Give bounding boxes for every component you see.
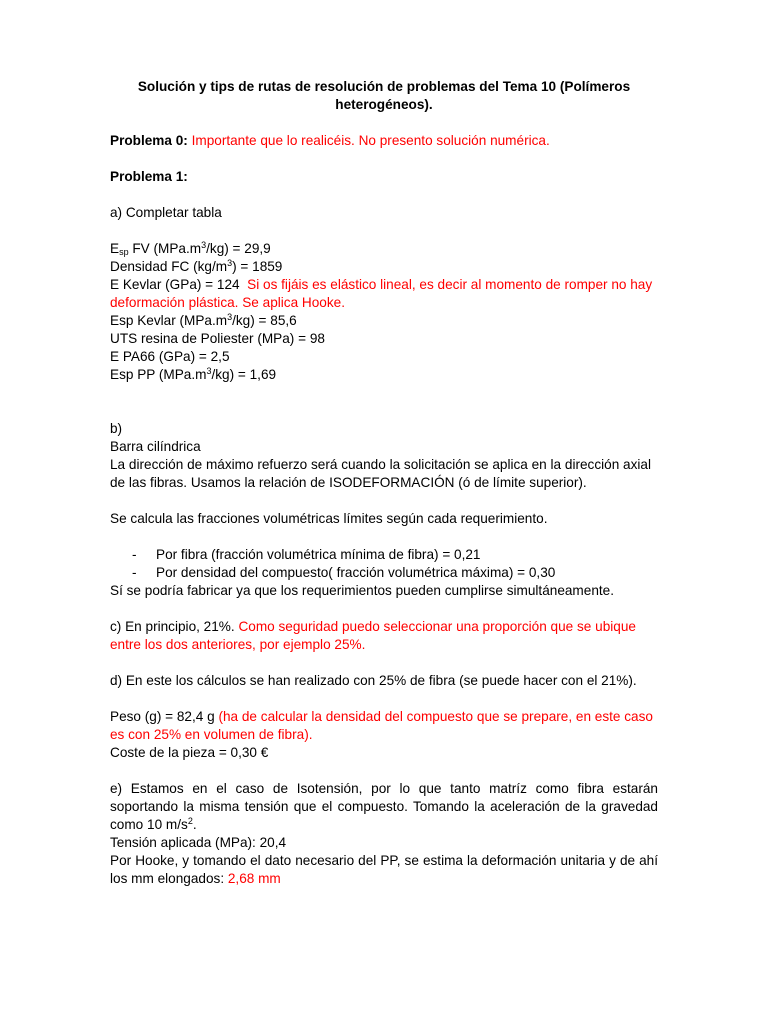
e-pa66-line: E PA66 (GPa) = 2,5 bbox=[110, 349, 230, 364]
e-kevlar-note: Si os fijáis es elástico lineal, es decir al momento de romper no hay deformación plástica. Se aplica Hooke. bbox=[110, 277, 653, 310]
section-c-note: Como seguridad puedo seleccionar una proporción que se ubique entre los dos anteriores, por ejemplo 25%. bbox=[110, 619, 636, 652]
document-page bbox=[110, 78, 658, 888]
esp-kevlar-line: Esp Kevlar $(MPa.m^3/kg) = 85,6$ bbox=[110, 312, 297, 328]
section-c: c) En principio, 21%. Como seguridad puedo seleccionar una proporción que se ubique entre los dos anteriores, por ejemplo 25%. bbox=[110, 619, 636, 652]
section-a-heading: a) Completar tabla bbox=[110, 205, 222, 220]
problem-0-note: Importante que lo realicéis. No presento solución numérica. bbox=[191, 133, 550, 148]
document-title: Solución y tips de rutas de resolución de problemas del Tema 10 (Polímeros heterogéneos). bbox=[137, 79, 631, 112]
hooke-line: Por Hooke, y tomando el dato necesario del PP, se estima la deformación unitaria y de ahí los mm elongados: 2,68 mm bbox=[110, 853, 658, 886]
section-b-line3: Se calcula las fracciones volumétricas límites según cada requerimiento. bbox=[110, 511, 548, 526]
section-b-line4: Sí se podría fabricar ya que los requerimientos pueden cumplirse simultáneamente. bbox=[110, 583, 614, 598]
coste-line: Coste de la pieza = 0,30 € bbox=[110, 745, 269, 760]
densidad-fc-line: Densidad FC $(kg/m^3) = 1859$ bbox=[110, 258, 283, 274]
tension-line: Tensión aplicada (MPa): 20,4 bbox=[110, 835, 287, 850]
esp-fv-line: $E_{sp}$ FV $(MPa.m^3/kg) = 29,9$ bbox=[110, 240, 271, 257]
problem-0-label: Problema 0: bbox=[110, 133, 188, 148]
uts-line: UTS resina de Poliester (MPa) = 98 bbox=[110, 331, 325, 346]
peso-line: Peso (g) = 82,4 g (ha de calcular la densidad del compuesto que se prepare, en este caso es con 25% en volumen de fibra). bbox=[110, 709, 653, 742]
requirements-list bbox=[110, 546, 658, 582]
section-b-heading: b) bbox=[110, 421, 123, 436]
section-b-line2: La dirección de máximo refuerzo será cuando la solicitación se aplica en la dirección axial de las fibras. Usamos la relación de ISODEFORMACIÓN (ó de límite superior). bbox=[110, 457, 652, 490]
list-item: - Por fibra (fracción volumétrica mínima de fibra) = 0,21 bbox=[110, 546, 658, 564]
problem-0 bbox=[110, 132, 658, 150]
esp-pp-line: Esp PP $(MPa.m^3/kg) = 1,69$ bbox=[110, 366, 277, 382]
elongation-result: 2,68 mm bbox=[227, 871, 281, 886]
peso-note: (ha de calcular la densidad del compuesto que se prepare, en este caso es con 25% en volumen de fibra). bbox=[110, 709, 653, 742]
section-d-text: d) En este los cálculos se han realizado con 25% de fibra (se puede hacer con el 21%). bbox=[110, 673, 637, 688]
problem-1-label: Problema 1: bbox=[110, 169, 188, 184]
section-e-text: e) Estamos en el caso de Isotensión, por lo que tanto matríz como fibra estarán soportando la misma tensión que el compuesto. Tomando la aceleración de la gravedad como 10 $m/s^2$. bbox=[110, 781, 658, 832]
list-item: - Por densidad del compuesto( fracción volumétrica máxima) = 0,30 bbox=[110, 564, 658, 582]
e-kevlar-line: E Kevlar (GPa) = 124 Si os fijáis es elástico lineal, es decir al momento de romper no hay deformación plástica. Se aplica Hooke. bbox=[110, 277, 653, 310]
section-b-line1: Barra cilíndrica bbox=[110, 439, 201, 454]
